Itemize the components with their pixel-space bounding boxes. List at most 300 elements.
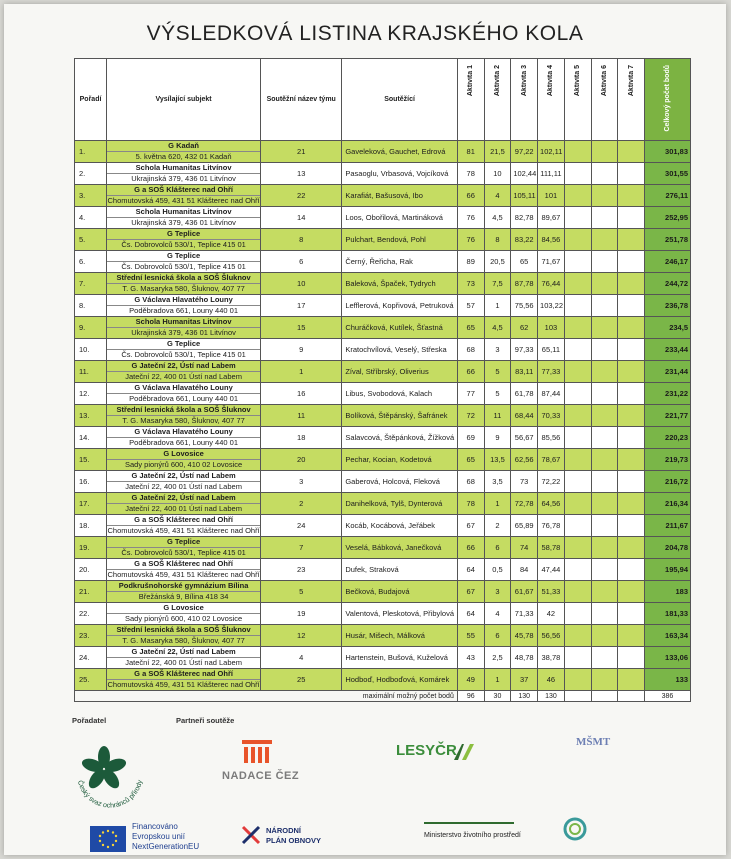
activity-7-cell	[618, 449, 645, 471]
cez-logo-text: NADACE ČEZ	[222, 770, 300, 782]
subject-address: Čs. Dobrovolců 530/1, Teplice 415 01	[121, 350, 246, 359]
activity-1-cell: 66	[457, 537, 484, 559]
activity-2-cell: 2	[484, 515, 511, 537]
activity-6-cell	[591, 449, 618, 471]
competitors-cell: Černý, Řeřicha, Rak	[342, 251, 458, 273]
header-activity-7: Aktivita 7	[618, 59, 645, 141]
subject-address: Ukrajinská 379, 436 01 Litvínov	[131, 328, 236, 337]
table-row	[75, 427, 691, 449]
table-row	[75, 317, 691, 339]
rank-cell: 5.	[75, 229, 107, 251]
total-cell: 233,44	[644, 339, 690, 361]
activity-3-cell: 65,89	[511, 515, 538, 537]
table-row	[75, 273, 691, 295]
activity-3-cell: 61,67	[511, 581, 538, 603]
header-activity-5: Aktivita 5	[564, 59, 591, 141]
page-title: VÝSLEDKOVÁ LISTINA KRAJSKÉHO KOLA	[146, 22, 584, 45]
rank-cell: 11.	[75, 361, 107, 383]
subject-name: G Václava Hlavatého Louny	[107, 427, 260, 438]
subject-name: G a SOŠ Klášterec nad Ohří	[107, 515, 260, 526]
table-row	[75, 603, 691, 625]
results-table	[74, 58, 691, 702]
table-row	[75, 449, 691, 471]
subject-name: G a SOŠ Klášterec nad Ohří	[107, 185, 260, 196]
activity-1-cell: 67	[457, 515, 484, 537]
subject-address: Poděbradova 661, Louny 440 01	[129, 306, 238, 315]
total-cell: 251,78	[644, 229, 690, 251]
subject-cell	[107, 163, 261, 185]
team-cell: 11	[261, 405, 342, 427]
team-cell: 6	[261, 251, 342, 273]
activity-6-cell	[591, 405, 618, 427]
activity-3-cell: 56,67	[511, 427, 538, 449]
activity-6-cell	[591, 383, 618, 405]
activity-4-cell: 89,67	[538, 207, 565, 229]
activity-3-cell: 62,56	[511, 449, 538, 471]
subject-name: Schola Humanitas Litvínov	[107, 317, 260, 328]
header-total: Celkový počet bodů	[644, 59, 690, 141]
activity-2-cell: 11	[484, 405, 511, 427]
activity-4-cell: 85,56	[538, 427, 565, 449]
rank-cell: 4.	[75, 207, 107, 229]
activity-7-cell	[618, 581, 645, 603]
subject-name: G Teplice	[107, 339, 260, 350]
activity-3-cell: 37	[511, 669, 538, 691]
activity-5-cell	[564, 537, 591, 559]
rank-cell: 21.	[75, 581, 107, 603]
total-cell: 246,17	[644, 251, 690, 273]
subject-address: 5. května 620, 432 01 Kadaň	[135, 152, 232, 161]
activity-2-cell: 4,5	[484, 317, 511, 339]
activity-6-cell	[591, 471, 618, 493]
activity-5-cell	[564, 581, 591, 603]
activity-2-cell: 4	[484, 185, 511, 207]
activity-3-cell: 84	[511, 559, 538, 581]
team-cell: 10	[261, 273, 342, 295]
activity-3-cell: 65	[511, 251, 538, 273]
subject-address: Sady pionýrů 600, 410 02 Lovosice	[124, 614, 243, 623]
subject-address: Jateční 22, 400 01 Ústí nad Labem	[125, 504, 242, 513]
competitors-cell: Veselá, Bábková, Janečková	[342, 537, 458, 559]
activity-7-cell	[618, 339, 645, 361]
subject-name: Střední lesnická škola a SOŠ Šluknov	[107, 273, 260, 284]
activity-3-cell: 102,44	[511, 163, 538, 185]
total-cell: 163,34	[644, 625, 690, 647]
activity-7-cell	[618, 383, 645, 405]
table-header-row	[75, 59, 691, 141]
subject-name: G Teplice	[107, 537, 260, 548]
activity-4-cell: 77,33	[538, 361, 565, 383]
subject-address: Chomutovská 459, 431 51 Klášterec nad Ohří	[107, 526, 260, 535]
activity-3-cell: 72,78	[511, 493, 538, 515]
subject-cell	[107, 515, 261, 537]
activity-6-cell	[591, 251, 618, 273]
subject-address: T. G. Masaryka 580, Šluknov, 407 77	[122, 636, 245, 645]
csop-logo	[64, 729, 154, 809]
activity-6-cell	[591, 295, 618, 317]
competitors-cell: Zíval, Stříbrský, Oliverius	[342, 361, 458, 383]
activity-1-cell: 43	[457, 647, 484, 669]
activity-2-cell: 6	[484, 537, 511, 559]
table-row	[75, 581, 691, 603]
subject-cell	[107, 625, 261, 647]
subject-address: Sady pionýrů 600, 410 02 Lovosice	[124, 460, 243, 469]
header-activity-1: Aktivita 1	[457, 59, 484, 141]
team-cell: 21	[261, 141, 342, 163]
competitors-cell: Loos, Obořilová, Martináková	[342, 207, 458, 229]
team-cell: 22	[261, 185, 342, 207]
table-row	[75, 625, 691, 647]
activity-1-cell: 66	[457, 185, 484, 207]
activity-5-cell	[564, 449, 591, 471]
activity-3-cell: 68,44	[511, 405, 538, 427]
team-cell: 2	[261, 493, 342, 515]
subject-address: T. G. Masaryka 580, Šluknov, 407 77	[122, 284, 245, 293]
team-cell: 25	[261, 669, 342, 691]
table-row	[75, 515, 691, 537]
activity-7-cell	[618, 537, 645, 559]
competitors-cell: Salavcová, Štěpánková, Žížková	[342, 427, 458, 449]
activity-5-cell	[564, 207, 591, 229]
team-cell: 9	[261, 339, 342, 361]
activity-6-cell	[591, 625, 618, 647]
subject-address: Poděbradova 661, Louny 440 01	[129, 438, 238, 447]
activity-7-cell	[618, 669, 645, 691]
rank-cell: 23.	[75, 625, 107, 647]
activity-2-cell: 6	[484, 625, 511, 647]
activity-6-cell	[591, 581, 618, 603]
activity-5-cell	[564, 251, 591, 273]
total-cell: 221,77	[644, 405, 690, 427]
activity-1-cell: 81	[457, 141, 484, 163]
team-cell: 5	[261, 581, 342, 603]
total-cell: 301,83	[644, 141, 690, 163]
competitors-cell: Dufek, Straková	[342, 559, 458, 581]
activity-7-cell	[618, 207, 645, 229]
table-row	[75, 295, 691, 317]
table-row	[75, 669, 691, 691]
activity-5-cell	[564, 625, 591, 647]
mzp-logo-line	[424, 822, 514, 824]
total-cell: 183	[644, 581, 690, 603]
subject-cell	[107, 273, 261, 295]
activity-4-cell: 76,44	[538, 273, 565, 295]
rank-cell: 3.	[75, 185, 107, 207]
header-activity-3: Aktivita 3	[511, 59, 538, 141]
activity-4-cell: 58,78	[538, 537, 565, 559]
subject-name: G a SOŠ Klášterec nad Ohří	[107, 559, 260, 570]
team-cell: 24	[261, 515, 342, 537]
competitors-cell: Lefflerová, Kopřivová, Petruková	[342, 295, 458, 317]
rank-cell: 25.	[75, 669, 107, 691]
total-cell: 195,94	[644, 559, 690, 581]
subject-address: Chomutovská 459, 431 51 Klášterec nad Ohří	[107, 196, 260, 205]
rank-cell: 20.	[75, 559, 107, 581]
subject-name: Střední lesnická škola a SOŠ Šluknov	[107, 405, 260, 416]
subject-name: G Václava Hlavatého Louny	[107, 295, 260, 306]
activity-7-cell	[618, 559, 645, 581]
competitors-cell: Kocáb, Kocábová, Jeřábek	[342, 515, 458, 537]
max-total: 386	[644, 691, 690, 702]
activity-2-cell: 7,5	[484, 273, 511, 295]
activity-7-cell	[618, 229, 645, 251]
activity-3-cell: 75,56	[511, 295, 538, 317]
activity-7-cell	[618, 361, 645, 383]
rank-cell: 16.	[75, 471, 107, 493]
subject-address: Čs. Dobrovolců 530/1, Teplice 415 01	[121, 262, 246, 271]
activity-2-cell: 10	[484, 163, 511, 185]
subject-name: G Václava Hlavatého Louny	[107, 383, 260, 394]
total-cell: 231,22	[644, 383, 690, 405]
activity-2-cell: 1	[484, 295, 511, 317]
total-cell: 133	[644, 669, 690, 691]
activity-5-cell	[564, 559, 591, 581]
activity-4-cell: 78,67	[538, 449, 565, 471]
activity-5-cell	[564, 229, 591, 251]
max-activity-6	[591, 691, 618, 702]
subject-name: G Kadaň	[107, 141, 260, 152]
activity-1-cell: 78	[457, 493, 484, 515]
subject-name: G a SOŠ Klášterec nad Ohří	[107, 669, 260, 680]
total-cell: 234,5	[644, 317, 690, 339]
max-activity-3: 130	[511, 691, 538, 702]
activity-6-cell	[591, 229, 618, 251]
team-cell: 19	[261, 603, 342, 625]
activity-1-cell: 78	[457, 163, 484, 185]
activity-2-cell: 1	[484, 669, 511, 691]
activity-6-cell	[591, 493, 618, 515]
header-activity-6: Aktivita 6	[591, 59, 618, 141]
activity-5-cell	[564, 273, 591, 295]
subject-cell	[107, 251, 261, 273]
subject-cell	[107, 361, 261, 383]
activity-4-cell: 72,22	[538, 471, 565, 493]
team-cell: 1	[261, 361, 342, 383]
activity-5-cell	[564, 163, 591, 185]
table-row	[75, 251, 691, 273]
rank-cell: 2.	[75, 163, 107, 185]
activity-4-cell: 102,11	[538, 141, 565, 163]
total-cell: 276,11	[644, 185, 690, 207]
activity-4-cell: 46	[538, 669, 565, 691]
results-body	[75, 141, 691, 691]
activity-5-cell	[564, 471, 591, 493]
activity-1-cell: 89	[457, 251, 484, 273]
activity-4-cell: 42	[538, 603, 565, 625]
activity-2-cell: 4	[484, 603, 511, 625]
table-row	[75, 493, 691, 515]
activity-1-cell: 64	[457, 603, 484, 625]
results-sheet	[4, 4, 726, 855]
table-row	[75, 559, 691, 581]
activity-4-cell: 38,78	[538, 647, 565, 669]
subject-cell	[107, 185, 261, 207]
activity-6-cell	[591, 185, 618, 207]
rank-cell: 9.	[75, 317, 107, 339]
activity-5-cell	[564, 295, 591, 317]
competitors-cell: Bečková, Budajová	[342, 581, 458, 603]
subject-address: Jateční 22, 400 01 Ústí nad Labem	[125, 372, 242, 381]
activity-6-cell	[591, 207, 618, 229]
subject-cell	[107, 383, 261, 405]
activity-2-cell: 8	[484, 229, 511, 251]
team-cell: 23	[261, 559, 342, 581]
activity-1-cell: 68	[457, 339, 484, 361]
rank-cell: 24.	[75, 647, 107, 669]
activity-7-cell	[618, 295, 645, 317]
subject-address: Chomutovská 459, 431 51 Klášterec nad Ohří	[107, 680, 260, 689]
activity-2-cell: 20,5	[484, 251, 511, 273]
subject-name: Schola Humanitas Litvínov	[107, 207, 260, 218]
activity-5-cell	[564, 515, 591, 537]
subject-name: G Jateční 22, Ústí nad Labem	[107, 471, 260, 482]
partners-label: Partneři soutěže	[176, 716, 235, 725]
activity-6-cell	[591, 339, 618, 361]
competitors-cell: Pulchart, Bendová, Pohl	[342, 229, 458, 251]
subject-name: G Lovosice	[107, 603, 260, 614]
activity-3-cell: 83,22	[511, 229, 538, 251]
table-row	[75, 405, 691, 427]
table-row	[75, 185, 691, 207]
activity-4-cell: 64,56	[538, 493, 565, 515]
activity-3-cell: 74	[511, 537, 538, 559]
table-row	[75, 647, 691, 669]
rank-cell: 1.	[75, 141, 107, 163]
activity-1-cell: 77	[457, 383, 484, 405]
subject-name: G Jateční 22, Ústí nad Labem	[107, 361, 260, 372]
competitors-cell: Husár, Mišech, Málková	[342, 625, 458, 647]
subject-name: Střední lesnická škola a SOŠ Šluknov	[107, 625, 260, 636]
team-cell: 3	[261, 471, 342, 493]
activity-4-cell: 84,56	[538, 229, 565, 251]
lesy-logo-mark	[452, 742, 476, 762]
competitors-cell: Hartenstein, Bušová, Kuželová	[342, 647, 458, 669]
subject-cell	[107, 493, 261, 515]
activity-5-cell	[564, 339, 591, 361]
header-rank: Pořadí	[75, 59, 107, 141]
header-team: Soutěžní název týmu	[261, 59, 342, 141]
activity-6-cell	[591, 669, 618, 691]
team-cell: 15	[261, 317, 342, 339]
table-row	[75, 163, 691, 185]
activity-3-cell: 97,22	[511, 141, 538, 163]
competitors-cell: Pasaoglu, Vrbasová, Vojcíková	[342, 163, 458, 185]
activity-7-cell	[618, 251, 645, 273]
activity-1-cell: 72	[457, 405, 484, 427]
activity-2-cell: 13,5	[484, 449, 511, 471]
activity-1-cell: 57	[457, 295, 484, 317]
activity-4-cell: 76,78	[538, 515, 565, 537]
table-row	[75, 471, 691, 493]
rank-cell: 18.	[75, 515, 107, 537]
activity-3-cell: 87,78	[511, 273, 538, 295]
subject-address: Chomutovská 459, 431 51 Klášterec nad Ohří	[107, 570, 260, 579]
activity-2-cell: 2,5	[484, 647, 511, 669]
rank-cell: 13.	[75, 405, 107, 427]
activity-7-cell	[618, 141, 645, 163]
activity-7-cell	[618, 515, 645, 537]
activity-1-cell: 65	[457, 317, 484, 339]
activity-6-cell	[591, 141, 618, 163]
subject-cell	[107, 449, 261, 471]
subject-name: G Jateční 22, Ústí nad Labem	[107, 493, 260, 504]
total-cell: 219,73	[644, 449, 690, 471]
activity-2-cell: 5	[484, 383, 511, 405]
activity-5-cell	[564, 185, 591, 207]
team-cell: 18	[261, 427, 342, 449]
subject-name: G Lovosice	[107, 449, 260, 460]
activity-2-cell: 3	[484, 339, 511, 361]
total-cell: 231,44	[644, 361, 690, 383]
activity-7-cell	[618, 163, 645, 185]
activity-6-cell	[591, 361, 618, 383]
competitors-cell: Danihelková, Tylš, Dynterová	[342, 493, 458, 515]
activity-2-cell: 9	[484, 427, 511, 449]
activity-7-cell	[618, 471, 645, 493]
activity-7-cell	[618, 427, 645, 449]
team-cell: 8	[261, 229, 342, 251]
team-cell: 17	[261, 295, 342, 317]
activity-4-cell: 87,44	[538, 383, 565, 405]
organizer-label: Pořadatel	[72, 716, 107, 725]
header-competitors: Soutěžící	[342, 59, 458, 141]
activity-6-cell	[591, 647, 618, 669]
team-cell: 14	[261, 207, 342, 229]
activity-7-cell	[618, 603, 645, 625]
total-cell: 252,95	[644, 207, 690, 229]
team-cell: 16	[261, 383, 342, 405]
competitors-cell: Gaveleková, Gauchet, Edrová	[342, 141, 458, 163]
subject-cell	[107, 229, 261, 251]
activity-6-cell	[591, 603, 618, 625]
subject-cell	[107, 317, 261, 339]
team-cell: 4	[261, 647, 342, 669]
subject-name: G Teplice	[107, 251, 260, 262]
activity-3-cell: 48,78	[511, 647, 538, 669]
max-activity-2: 30	[484, 691, 511, 702]
activity-5-cell	[564, 669, 591, 691]
activity-3-cell: 105,11	[511, 185, 538, 207]
total-cell: 301,55	[644, 163, 690, 185]
activity-4-cell: 101	[538, 185, 565, 207]
subject-cell	[107, 295, 261, 317]
eu-funding-text: Financováno Evropskou unií NextGenerationEU	[132, 822, 200, 851]
subject-cell	[107, 427, 261, 449]
csop-logo-text: Český svaz ochránců přírody	[75, 779, 145, 809]
activity-1-cell: 73	[457, 273, 484, 295]
activity-4-cell: 103	[538, 317, 565, 339]
eu-flag-icon	[90, 826, 126, 852]
subject-cell	[107, 669, 261, 691]
activity-5-cell	[564, 361, 591, 383]
subject-name: Schola Humanitas Litvínov	[107, 163, 260, 174]
header-activity-2: Aktivita 2	[484, 59, 511, 141]
table-row	[75, 361, 691, 383]
activity-2-cell: 3,5	[484, 471, 511, 493]
activity-4-cell: 103,22	[538, 295, 565, 317]
activity-5-cell	[564, 427, 591, 449]
team-cell: 7	[261, 537, 342, 559]
npo-logo-text: NÁRODNÍ PLÁN OBNOVY	[266, 826, 322, 845]
total-cell: 216,72	[644, 471, 690, 493]
subject-cell	[107, 405, 261, 427]
total-cell: 236,78	[644, 295, 690, 317]
subject-address: T. G. Masaryka 580, Šluknov, 407 77	[122, 416, 245, 425]
activity-2-cell: 0,5	[484, 559, 511, 581]
subject-cell	[107, 537, 261, 559]
competitors-cell: Libus, Svobodová, Kalach	[342, 383, 458, 405]
total-cell: 204,78	[644, 537, 690, 559]
